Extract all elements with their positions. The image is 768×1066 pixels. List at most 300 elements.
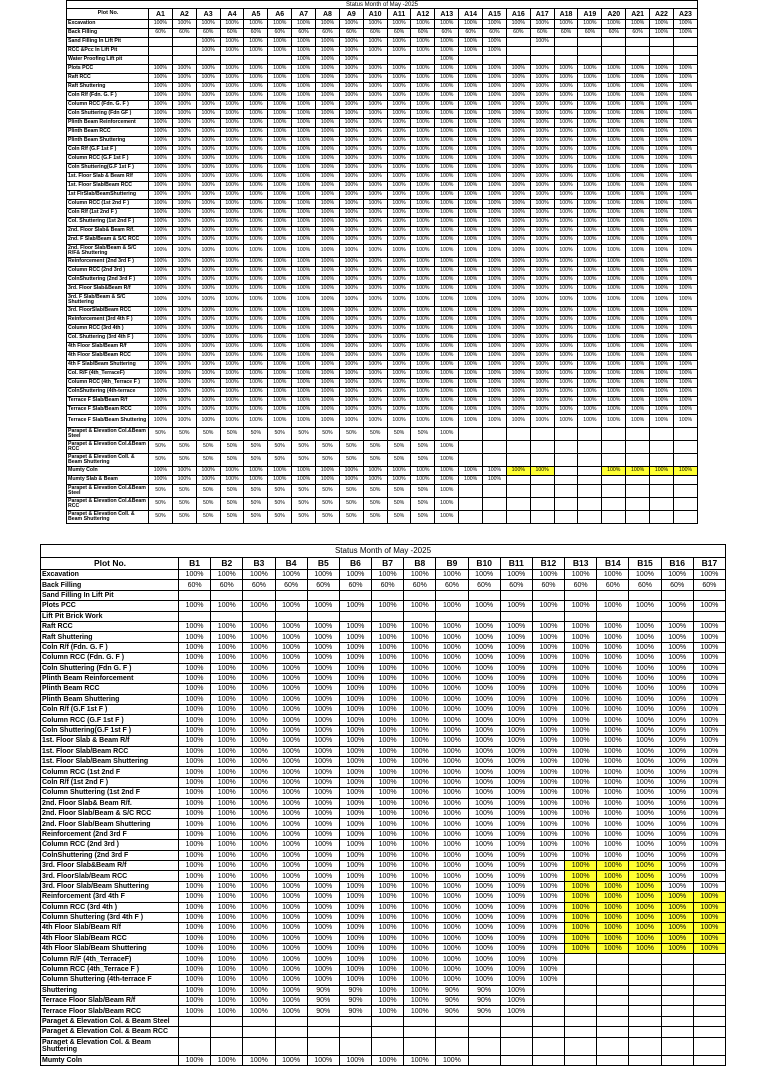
status-cell: 100% <box>292 352 316 361</box>
status-cell: 100% <box>243 725 275 735</box>
status-cell: 100% <box>172 379 196 388</box>
status-cell: 100% <box>530 173 554 182</box>
status-cell: 100% <box>650 316 674 325</box>
status-cell: 100% <box>243 621 275 631</box>
status-cell: 100% <box>468 653 500 663</box>
column-header-b8: B8 <box>404 558 436 570</box>
status-cell: 100% <box>179 871 211 881</box>
status-cell: 100% <box>436 570 468 580</box>
status-cell: 100% <box>339 200 363 209</box>
status-cell: 100% <box>532 933 564 943</box>
status-cell <box>149 47 173 56</box>
status-cell: 100% <box>661 736 693 746</box>
status-cell: 100% <box>307 840 339 850</box>
status-cell: 100% <box>411 200 435 209</box>
status-cell: 100% <box>404 663 436 673</box>
status-cell: 100% <box>483 476 507 485</box>
status-cell <box>629 996 661 1006</box>
status-cell: 100% <box>149 65 173 74</box>
status-cell: 100% <box>693 621 725 631</box>
status-cell: 100% <box>650 245 674 258</box>
status-cell: 100% <box>404 808 436 818</box>
status-cell: 100% <box>244 343 268 352</box>
status-cell: 100% <box>387 307 411 316</box>
status-cell: 100% <box>602 285 626 294</box>
status-cell: 100% <box>506 74 530 83</box>
status-cell: 100% <box>244 227 268 236</box>
status-cell: 100% <box>275 923 307 933</box>
status-cell: 100% <box>435 164 459 173</box>
status-cell: 100% <box>372 757 404 767</box>
status-cell: 50% <box>316 498 340 511</box>
status-cell: 100% <box>179 621 211 631</box>
status-cell: 100% <box>179 975 211 985</box>
status-cell: 100% <box>530 110 554 119</box>
status-cell <box>530 511 554 524</box>
status-cell: 100% <box>565 819 597 829</box>
status-cell: 100% <box>661 871 693 881</box>
status-cell: 100% <box>363 155 387 164</box>
status-cell: 100% <box>268 146 292 155</box>
table-row <box>41 923 726 933</box>
status-cell: 100% <box>404 912 436 922</box>
status-cell: 100% <box>268 182 292 191</box>
status-cell: 100% <box>172 476 196 485</box>
status-cell <box>532 1037 564 1055</box>
status-cell: 100% <box>268 164 292 173</box>
status-cell: 100% <box>435 343 459 352</box>
status-cell: 100% <box>339 74 363 83</box>
status-cell: 100% <box>243 954 275 964</box>
table-row <box>67 316 698 325</box>
status-cell: 100% <box>626 164 650 173</box>
status-cell: 100% <box>307 964 339 974</box>
status-cell: 100% <box>339 164 363 173</box>
status-cell: 100% <box>196 74 220 83</box>
row-label: 3rd. Floor Slab/Beam Shuttering <box>41 881 179 891</box>
status-cell: 50% <box>411 511 435 524</box>
status-cell: 100% <box>629 819 661 829</box>
status-cell: 100% <box>565 757 597 767</box>
status-cell: 100% <box>244 294 268 307</box>
status-cell <box>554 47 578 56</box>
status-cell: 100% <box>220 334 244 343</box>
status-cell: 100% <box>316 191 340 200</box>
row-label: 4th Floor Slab/Beam R/f <box>67 343 149 352</box>
status-cell: 100% <box>500 881 532 891</box>
status-cell: 100% <box>179 663 211 673</box>
status-cell: 50% <box>363 511 387 524</box>
table-row <box>41 871 726 881</box>
status-cell: 100% <box>629 944 661 954</box>
status-cell <box>506 56 530 65</box>
status-cell <box>220 56 244 65</box>
status-table-b <box>40 544 726 1066</box>
row-label: Paraget & Elevation Col. & Beam Shuttering <box>41 1037 179 1055</box>
status-cell: 100% <box>404 725 436 735</box>
status-cell: 100% <box>268 406 292 415</box>
status-cell: 100% <box>179 850 211 860</box>
status-cell: 50% <box>268 428 292 441</box>
status-cell: 90% <box>307 985 339 995</box>
row-label: Back Filling <box>41 580 179 590</box>
status-cell: 100% <box>339 316 363 325</box>
status-cell <box>459 428 483 441</box>
status-cell <box>673 38 697 47</box>
status-cell: 100% <box>578 294 602 307</box>
row-label: Coln R/f (G.F 1st F ) <box>67 146 149 155</box>
status-cell: 100% <box>650 173 674 182</box>
row-label: Column RCC (2nd 3rd ) <box>67 267 149 276</box>
status-cell: 100% <box>650 20 674 29</box>
status-cell: 100% <box>483 245 507 258</box>
status-cell: 100% <box>307 944 339 954</box>
status-cell: 100% <box>404 850 436 860</box>
status-cell: 100% <box>149 146 173 155</box>
status-cell: 100% <box>179 642 211 652</box>
status-cell: 100% <box>436 632 468 642</box>
status-cell <box>506 441 530 454</box>
status-cell: 100% <box>339 850 371 860</box>
status-cell: 100% <box>602 83 626 92</box>
status-cell: 100% <box>650 467 674 476</box>
status-cell: 100% <box>435 441 459 454</box>
status-cell: 100% <box>435 227 459 236</box>
status-cell: 100% <box>363 65 387 74</box>
status-cell: 100% <box>387 325 411 334</box>
row-label: 4th Floor Slab/Beam RCC <box>67 352 149 361</box>
status-cell: 100% <box>316 38 340 47</box>
status-cell: 100% <box>149 467 173 476</box>
status-cell: 100% <box>196 267 220 276</box>
status-cell: 100% <box>554 334 578 343</box>
table-row <box>67 361 698 370</box>
status-cell: 100% <box>363 316 387 325</box>
status-cell <box>650 454 674 467</box>
status-cell: 100% <box>602 406 626 415</box>
status-cell <box>650 511 674 524</box>
status-cell: 60% <box>387 29 411 38</box>
status-cell: 100% <box>673 325 697 334</box>
status-cell: 100% <box>650 397 674 406</box>
status-cell: 100% <box>220 397 244 406</box>
status-cell: 100% <box>661 632 693 642</box>
table-row <box>41 725 726 735</box>
status-cell: 100% <box>435 258 459 267</box>
status-cell: 50% <box>244 454 268 467</box>
status-cell: 50% <box>172 428 196 441</box>
status-cell: 100% <box>506 276 530 285</box>
status-cell: 100% <box>602 191 626 200</box>
status-cell: 100% <box>244 467 268 476</box>
status-cell: 100% <box>483 83 507 92</box>
status-cell: 100% <box>244 38 268 47</box>
status-cell: 100% <box>307 621 339 631</box>
status-cell: 100% <box>149 379 173 388</box>
status-cell: 100% <box>435 245 459 258</box>
status-cell: 100% <box>435 388 459 397</box>
status-cell: 100% <box>626 83 650 92</box>
status-cell: 50% <box>244 441 268 454</box>
status-cell: 100% <box>149 74 173 83</box>
status-cell: 100% <box>435 334 459 343</box>
status-cell: 100% <box>468 808 500 818</box>
status-cell: 100% <box>554 182 578 191</box>
status-cell: 100% <box>530 182 554 191</box>
status-cell: 100% <box>532 653 564 663</box>
status-cell: 100% <box>626 191 650 200</box>
status-cell <box>650 441 674 454</box>
status-cell: 100% <box>597 653 629 663</box>
column-header-a8: A8 <box>316 9 340 20</box>
status-cell: 100% <box>211 621 243 631</box>
status-cell: 50% <box>363 441 387 454</box>
status-cell: 100% <box>179 736 211 746</box>
status-cell: 100% <box>211 798 243 808</box>
status-cell: 100% <box>244 155 268 164</box>
status-cell: 100% <box>292 191 316 200</box>
table-row <box>67 191 698 200</box>
status-cell: 100% <box>211 819 243 829</box>
status-cell: 100% <box>626 370 650 379</box>
status-cell: 100% <box>268 258 292 267</box>
status-cell: 100% <box>500 746 532 756</box>
status-cell: 100% <box>179 653 211 663</box>
status-cell: 100% <box>307 746 339 756</box>
status-cell: 60% <box>602 29 626 38</box>
status-cell: 100% <box>554 164 578 173</box>
row-label: Column RCC (4th_Terrace F ) <box>67 379 149 388</box>
status-cell: 100% <box>363 200 387 209</box>
column-header-a18: A18 <box>554 9 578 20</box>
status-cell: 100% <box>404 767 436 777</box>
status-cell: 100% <box>468 860 500 870</box>
status-cell: 100% <box>316 361 340 370</box>
status-cell: 100% <box>532 632 564 642</box>
status-cell: 100% <box>661 777 693 787</box>
status-cell: 100% <box>307 892 339 902</box>
status-cell: 100% <box>387 476 411 485</box>
status-cell <box>565 1027 597 1037</box>
status-cell: 100% <box>693 715 725 725</box>
status-cell: 100% <box>650 191 674 200</box>
status-cell: 100% <box>292 182 316 191</box>
status-cell: 100% <box>435 476 459 485</box>
status-cell: 100% <box>372 621 404 631</box>
status-cell: 100% <box>693 705 725 715</box>
status-cell <box>578 454 602 467</box>
status-cell: 100% <box>411 334 435 343</box>
status-cell <box>578 476 602 485</box>
status-cell: 100% <box>435 379 459 388</box>
status-cell: 100% <box>149 307 173 316</box>
status-cell: 100% <box>436 757 468 767</box>
status-cell: 100% <box>363 397 387 406</box>
status-cell: 100% <box>565 632 597 642</box>
status-cell: 100% <box>149 182 173 191</box>
status-cell: 100% <box>387 467 411 476</box>
column-header-a13: A13 <box>435 9 459 20</box>
status-cell: 100% <box>532 840 564 850</box>
status-cell: 100% <box>673 370 697 379</box>
status-cell: 100% <box>650 164 674 173</box>
status-cell: 100% <box>172 110 196 119</box>
status-cell: 60% <box>661 580 693 590</box>
status-cell: 100% <box>275 933 307 943</box>
row-label: Water Proofing Lift pit <box>67 56 149 65</box>
status-cell: 100% <box>149 406 173 415</box>
status-cell: 100% <box>316 227 340 236</box>
status-cell: 60% <box>244 29 268 38</box>
status-cell: 100% <box>220 343 244 352</box>
status-cell: 100% <box>243 1006 275 1016</box>
table-row <box>67 334 698 343</box>
status-cell: 100% <box>179 892 211 902</box>
status-cell: 100% <box>244 200 268 209</box>
status-cell: 100% <box>532 808 564 818</box>
column-header-b14: B14 <box>597 558 629 570</box>
row-label: Column RCC (G.F 1st F ) <box>41 715 179 725</box>
status-cell: 100% <box>530 316 554 325</box>
row-label: Column RCC (4th_Terrace F ) <box>41 964 179 974</box>
status-cell: 100% <box>244 334 268 343</box>
status-cell: 100% <box>500 757 532 767</box>
table-row <box>41 642 726 652</box>
status-cell: 100% <box>363 209 387 218</box>
status-cell: 100% <box>602 110 626 119</box>
status-cell <box>565 975 597 985</box>
status-cell: 100% <box>500 871 532 881</box>
status-cell: 100% <box>597 663 629 673</box>
status-cell: 100% <box>506 406 530 415</box>
status-cell: 100% <box>468 642 500 652</box>
status-cell: 100% <box>363 110 387 119</box>
status-cell: 100% <box>404 892 436 902</box>
status-cell: 100% <box>597 871 629 881</box>
status-cell: 100% <box>661 840 693 850</box>
status-cell: 50% <box>149 498 173 511</box>
status-cell: 100% <box>673 379 697 388</box>
status-cell: 100% <box>220 200 244 209</box>
status-cell <box>693 964 725 974</box>
status-cell: 100% <box>292 276 316 285</box>
row-label: Raft Shuttering <box>67 83 149 92</box>
status-cell <box>673 476 697 485</box>
status-cell: 100% <box>554 218 578 227</box>
status-cell <box>506 476 530 485</box>
status-cell: 60% <box>626 29 650 38</box>
status-cell: 100% <box>387 110 411 119</box>
status-cell: 100% <box>404 881 436 891</box>
status-cell: 100% <box>565 840 597 850</box>
status-cell: 100% <box>411 119 435 128</box>
status-cell: 90% <box>307 1006 339 1016</box>
status-cell: 100% <box>554 146 578 155</box>
status-cell: 100% <box>629 673 661 683</box>
status-cell: 100% <box>459 47 483 56</box>
status-cell: 100% <box>532 570 564 580</box>
status-cell: 100% <box>268 361 292 370</box>
column-header-row <box>41 558 726 570</box>
status-cell: 100% <box>629 850 661 860</box>
status-cell: 100% <box>483 227 507 236</box>
status-cell: 100% <box>597 788 629 798</box>
table-row <box>67 65 698 74</box>
status-cell: 100% <box>468 767 500 777</box>
status-cell: 100% <box>532 829 564 839</box>
status-cell: 100% <box>468 819 500 829</box>
table-row <box>41 881 726 891</box>
status-cell: 100% <box>597 840 629 850</box>
status-cell: 60% <box>629 580 661 590</box>
status-cell: 100% <box>500 892 532 902</box>
status-cell: 100% <box>435 370 459 379</box>
status-cell: 100% <box>554 155 578 164</box>
table-row <box>67 441 698 454</box>
status-cell <box>565 590 597 600</box>
status-cell: 100% <box>172 200 196 209</box>
status-cell: 100% <box>411 218 435 227</box>
status-cell: 100% <box>211 829 243 839</box>
status-cell: 100% <box>244 258 268 267</box>
status-cell <box>626 454 650 467</box>
status-cell: 100% <box>196 218 220 227</box>
status-cell: 100% <box>578 173 602 182</box>
status-cell: 100% <box>339 245 363 258</box>
status-cell: 100% <box>339 808 371 818</box>
row-label: Terrace Floor Slab/Beam RCC <box>41 1006 179 1016</box>
status-cell <box>602 47 626 56</box>
column-header-a10: A10 <box>363 9 387 20</box>
status-cell: 50% <box>411 498 435 511</box>
status-cell: 100% <box>275 860 307 870</box>
status-cell: 100% <box>268 38 292 47</box>
status-cell <box>275 1027 307 1037</box>
status-cell: 100% <box>179 985 211 995</box>
status-cell: 100% <box>554 397 578 406</box>
status-cell: 50% <box>268 485 292 498</box>
row-label: Plots PCC <box>41 601 179 611</box>
status-cell: 50% <box>220 428 244 441</box>
status-cell: 100% <box>602 294 626 307</box>
table-row <box>41 601 726 611</box>
status-cell: 100% <box>597 892 629 902</box>
status-cell: 100% <box>243 684 275 694</box>
status-cell: 100% <box>578 155 602 164</box>
row-label: RCC &Pcc In Lift Pit <box>67 47 149 56</box>
status-cell: 100% <box>602 352 626 361</box>
status-cell: 50% <box>268 511 292 524</box>
status-cell: 60% <box>339 580 371 590</box>
status-cell: 100% <box>435 56 459 65</box>
status-cell: 100% <box>578 406 602 415</box>
status-cell <box>693 1006 725 1016</box>
status-cell: 100% <box>363 173 387 182</box>
status-cell: 100% <box>554 406 578 415</box>
status-cell: 100% <box>459 267 483 276</box>
table-row <box>41 788 726 798</box>
status-cell: 100% <box>578 415 602 428</box>
status-cell: 100% <box>220 370 244 379</box>
status-cell: 100% <box>316 267 340 276</box>
status-cell: 100% <box>530 245 554 258</box>
status-cell: 100% <box>220 218 244 227</box>
status-cell: 100% <box>196 245 220 258</box>
table-row <box>67 110 698 119</box>
status-cell: 100% <box>626 343 650 352</box>
status-cell <box>372 611 404 621</box>
status-cell <box>483 498 507 511</box>
